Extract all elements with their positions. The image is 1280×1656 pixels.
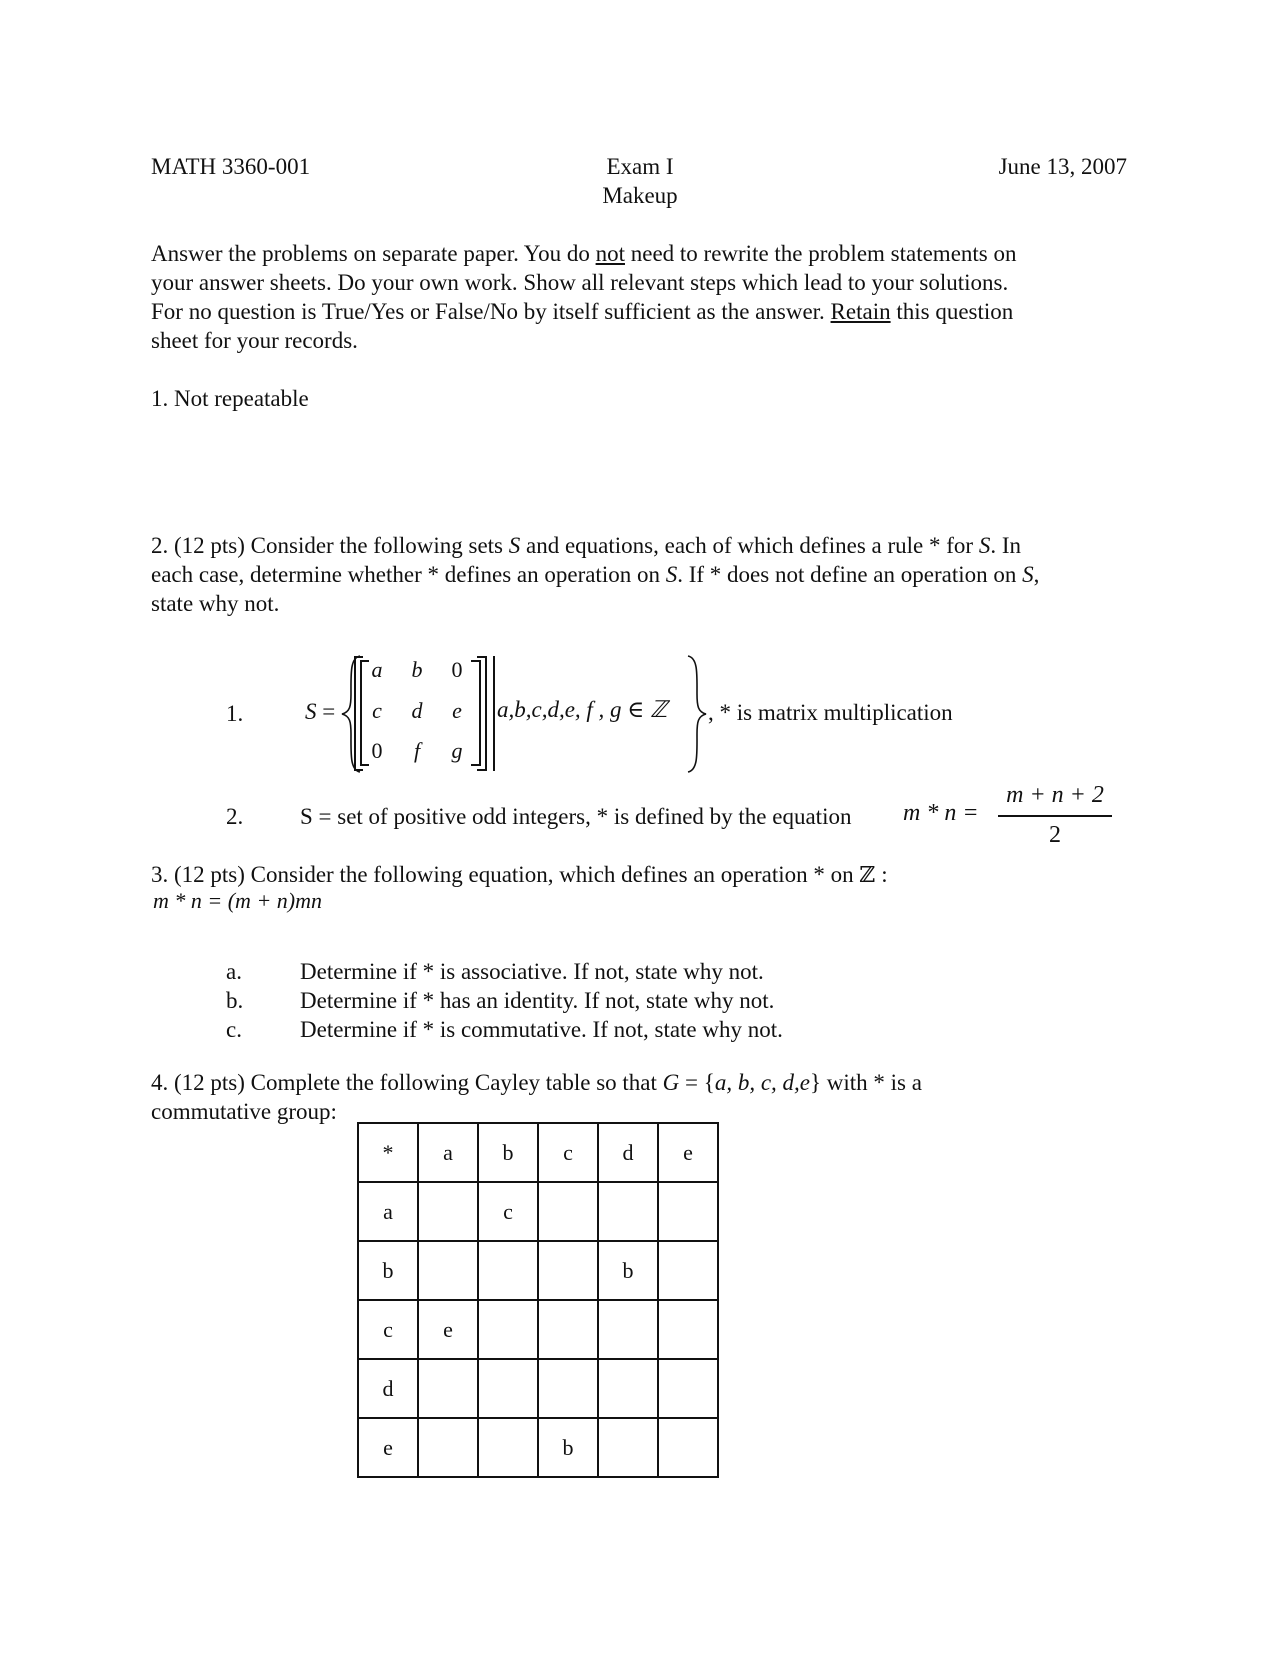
table-cell: b <box>598 1241 658 1300</box>
table-cell <box>538 1359 598 1418</box>
problem-4-statement: 4. (12 pts) Complete the following Cayley table so that G = {a, b, c, d,e} with * is a commutative group: <box>151 1070 922 1124</box>
table-cell <box>658 1359 718 1418</box>
table-cell <box>538 1300 598 1359</box>
table-header-cell: * <box>358 1123 418 1182</box>
table-cell <box>478 1300 538 1359</box>
matrix-entry: g <box>451 738 463 763</box>
matrix-entry: e <box>452 698 462 723</box>
matrix-entry: b <box>411 657 423 682</box>
course-code: MATH 3360-001 <box>151 154 311 179</box>
table-cell <box>418 1418 478 1477</box>
matrix-entry: c <box>372 698 382 723</box>
part-letter: b. <box>226 988 244 1013</box>
table-cell <box>598 1300 658 1359</box>
part-text: Determine if * has an identity. If not, state why not. <box>300 988 775 1013</box>
item-2-lhs: m * n = <box>903 800 979 826</box>
problem-2-item-2-number: 2. <box>226 804 244 829</box>
instructions-line-2: your answer sheets. Do your own work. Show all relevant steps which lead to your solutions. <box>151 270 1009 295</box>
instructions-line-3: For no question is True/Yes or False/No by itself sufficient as the answer. Retain this question <box>151 299 1014 324</box>
table-cell <box>658 1241 718 1300</box>
matrix-entry: 0 <box>451 657 463 682</box>
exam-date: June 13, 2007 <box>998 154 1127 179</box>
matrix-entry: d <box>411 698 423 723</box>
cayley-table <box>357 1122 719 1478</box>
part-letter: a. <box>226 959 242 984</box>
table-cell <box>658 1182 718 1241</box>
matrix-entry-condition: a,b,c,d,e, f , g ∈ ℤ <box>497 697 668 722</box>
matrix-bracket-right <box>479 660 481 766</box>
table-header-cell: e <box>658 1123 718 1182</box>
fraction-denominator: 2 <box>1049 822 1061 848</box>
matrix-outer-bracket-top-right <box>477 656 486 658</box>
table-cell <box>478 1418 538 1477</box>
table-row <box>358 1123 718 1182</box>
table-cell <box>418 1182 478 1241</box>
table-cell <box>478 1359 538 1418</box>
matrix-entry: a <box>371 657 383 682</box>
table-cell <box>598 1182 658 1241</box>
matrix-outer-bracket-left <box>354 656 356 771</box>
table-header-cell: b <box>478 1123 538 1182</box>
table-cell <box>418 1359 478 1418</box>
table-cell <box>478 1241 538 1300</box>
table-header-cell: d <box>358 1359 418 1418</box>
table-cell <box>538 1241 598 1300</box>
matrix-bracket-bottom-left <box>360 764 369 766</box>
problem-1: 1. Not repeatable <box>151 386 309 411</box>
table-cell <box>658 1300 718 1359</box>
instructions-line-1: Answer the problems on separate paper. You do not need to rewrite the problem statements on <box>151 241 1017 266</box>
matrix-bracket-top-right <box>471 660 480 662</box>
fraction-bar <box>998 815 1112 817</box>
table-cell: c <box>478 1182 538 1241</box>
table-cell <box>658 1418 718 1477</box>
table-header-cell: c <box>538 1123 598 1182</box>
set-S-lhs: S = <box>305 699 336 724</box>
instructions <box>151 239 1151 355</box>
matrix-bracket-bottom-right <box>471 764 480 766</box>
problem-2-item-1-number: 1. <box>226 701 244 726</box>
table-header-cell: b <box>358 1241 418 1300</box>
table-cell: b <box>538 1418 598 1477</box>
table-row <box>358 1300 718 1359</box>
table-header-cell: e <box>358 1418 418 1477</box>
right-brace-icon <box>684 654 708 774</box>
instructions-line-4: sheet for your records. <box>151 328 358 353</box>
fraction-numerator: m + n + 2 <box>1006 782 1104 808</box>
table-header-cell: d <box>598 1123 658 1182</box>
problem-2-statement: 2. (12 pts) Consider the following sets S and equations, each of which defines a rule * for S. In each case, determine whether * defines an operation on S. If * does not define an operation on S, state why not. <box>151 533 1040 616</box>
matrix-outer-bracket-right <box>485 656 487 771</box>
exam-subtitle: Makeup <box>602 183 678 208</box>
exam-title: Exam I <box>606 154 674 179</box>
item-1-operation: , * is matrix multiplication <box>708 700 953 725</box>
matrix-entry: 0 <box>371 738 383 763</box>
part-letter: c. <box>226 1017 242 1042</box>
table-row <box>358 1359 718 1418</box>
matrix-outer-bracket-bottom-right <box>477 769 486 771</box>
matrix-outer-bracket-bottom-left <box>354 769 363 771</box>
problem-3-equation: m * n = (m + n)mn <box>153 888 323 913</box>
problem-3-statement: 3. (12 pts) Consider the following equation, which defines an operation * on ℤ : <box>151 862 888 888</box>
table-row <box>358 1182 718 1241</box>
table-cell <box>538 1182 598 1241</box>
part-text: Determine if * is associative. If not, state why not. <box>300 959 764 984</box>
table-cell <box>598 1359 658 1418</box>
such-that-bar <box>493 656 495 771</box>
item-2-text: S = set of positive odd integers, * is defined by the equation <box>300 804 852 829</box>
table-cell <box>418 1241 478 1300</box>
table-row <box>358 1418 718 1477</box>
table-header-cell: a <box>418 1123 478 1182</box>
table-row <box>358 1241 718 1300</box>
table-cell: e <box>418 1300 478 1359</box>
part-text: Determine if * is commutative. If not, state why not. <box>300 1017 783 1042</box>
table-header-cell: a <box>358 1182 418 1241</box>
table-header-cell: c <box>358 1300 418 1359</box>
matrix-entry: f <box>413 738 421 763</box>
table-cell <box>598 1418 658 1477</box>
